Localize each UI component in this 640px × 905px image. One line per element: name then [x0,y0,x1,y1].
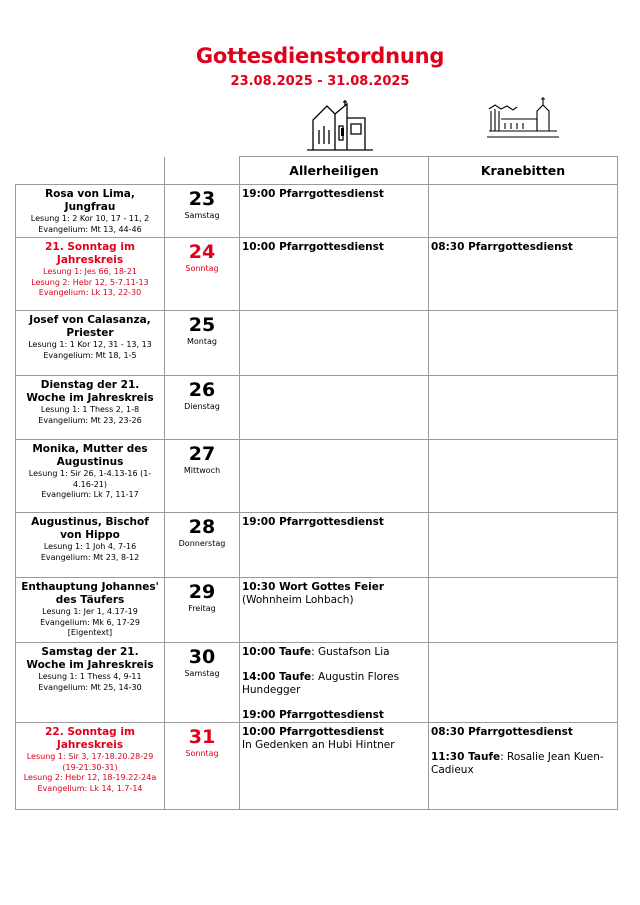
allerheiligen-events-cell [240,238,429,311]
feast-name: Enthauptung Johannes' des Täufers [21,581,159,606]
liturgy-cell [16,376,165,440]
schedule-table [15,156,618,810]
date-cell [165,440,240,513]
allerheiligen-events-cell [240,440,429,513]
reading-reference: Lesung 1: Jes 66, 18-21 [43,267,137,276]
service-note: (Wohnheim Lohbach) [242,594,354,606]
allerheiligen-events-cell [240,723,429,810]
allerheiligen-events-cell [240,578,429,643]
feast-name: Monika, Mutter des Augustinus [32,443,148,468]
feast-name: Augustinus, Bischof von Hippo [31,516,149,541]
reading-reference: Evangelium: Mk 6, 17-29 [Eigentext] [40,617,140,637]
service-time-title: 19:00 Pfarrgottesdienst [242,516,384,528]
date-range: 23.08.2025 - 31.08.2025 [230,74,410,89]
reading-reference: Evangelium: Lk 14, 1.7-14 [37,783,143,793]
kranebitten-church-icon [487,97,559,147]
date-cell [165,376,240,440]
reading-reference: Evangelium: Mt 23, 23-26 [38,415,142,425]
allerheiligen-events-cell [240,513,429,578]
reading-reference: Lesung 1: 1 Thess 2, 1-8 [40,405,140,414]
kranebitten-events-cell [429,185,618,238]
schedule-row [16,311,618,376]
allerheiligen-events-cell [240,376,429,440]
day-number: 23 [188,188,216,210]
liturgy-cell [16,185,165,238]
service-entry [242,646,426,659]
service-time-title: 14:00 Taufe [242,671,312,683]
schedule-row [16,376,618,440]
schedule-row [16,578,618,643]
kranebitten-events-cell [429,643,618,723]
liturgy-cell [16,238,165,311]
reading-reference: Evangelium: Mt 13, 44-46 [38,224,142,234]
column-header-kranebitten: Kranebitten [429,157,618,185]
day-number: 30 [188,646,216,668]
schedule-row [16,238,618,311]
header-blank-cell [165,157,240,185]
feast-name: Dienstag der 21. Woche im Jahreskreis [26,379,154,404]
liturgy-cell [16,311,165,376]
service-entry [431,241,615,254]
service-note: : Gustafson Lia [311,646,390,658]
service-entry [431,726,615,739]
liturgy-cell [16,440,165,513]
service-entry [242,581,426,607]
day-number: 28 [188,516,216,538]
day-number: 24 [188,241,216,263]
service-entry [242,516,426,529]
allerheiligen-church-icon [305,100,375,152]
kranebitten-events-cell [429,723,618,810]
day-number: 31 [188,726,216,748]
reading-reference: Lesung 1: 1 Thess 4, 9-11 [38,672,142,681]
reading-reference: Lesung 1: Jer 1, 4.17-19 [42,607,138,616]
reading-reference: Lesung 1: Sir 26, 1-4.13-16 (1-4.16-21) [28,469,152,489]
service-entry [242,709,426,722]
date-cell [165,723,240,810]
service-time-title: 10:00 Taufe [242,646,312,658]
feast-name: Josef von Calasanza, Priester [29,314,151,339]
schedule-row [16,513,618,578]
service-time-title: 08:30 Pfarrgottesdienst [431,726,573,738]
service-entry [242,188,426,201]
reading-reference: Evangelium: Lk 13, 22-30 [38,288,142,297]
page-title: Gottesdienstordnung [195,44,445,68]
kranebitten-events-cell [429,578,618,643]
weekday: Freitag [188,604,216,613]
date-cell [165,238,240,311]
day-number: 27 [188,443,216,465]
liturgy-cell [16,578,165,643]
feast-name: 22. Sonntag im Jahreskreis [45,726,135,751]
reading-reference: Lesung 1: Sir 3, 17-18.20.28-29 (19-21.30-31) [26,752,154,772]
schedule-row [16,643,618,723]
kranebitten-events-cell [429,513,618,578]
weekday: Montag [187,337,217,346]
reading-reference: Lesung 2: Hebr 12, 18-19.22-24a [23,773,157,782]
feast-name: Samstag der 21. Woche im Jahreskreis [26,646,154,671]
column-header-allerheiligen: Allerheiligen [240,157,429,185]
day-number: 29 [188,581,216,603]
schedule-row [16,723,618,810]
service-time-title: 19:00 Pfarrgottesdienst [242,188,384,200]
reading-reference: Evangelium: Mt 18, 1-5 [43,350,137,360]
service-note: : Rosalie Jean Kuen-Cadieux [431,751,604,776]
feast-name: 21. Sonntag im Jahreskreis [45,241,135,266]
date-cell [165,311,240,376]
date-cell [165,513,240,578]
service-time-title: 08:30 Pfarrgottesdienst [431,241,573,253]
weekday: Mittwoch [183,466,221,475]
liturgy-cell [16,643,165,723]
service-time-title: 10:00 Pfarrgottesdienst [242,726,384,738]
allerheiligen-events-cell [240,311,429,376]
day-number: 26 [188,379,216,401]
reading-reference: Lesung 1: 1 Joh 4, 7-16 [43,542,137,551]
liturgy-cell [16,723,165,810]
reading-reference: Evangelium: Mt 25, 14-30 [38,682,142,692]
kranebitten-events-cell [429,376,618,440]
weekday: Dienstag [184,402,220,411]
allerheiligen-events-cell [240,643,429,723]
header-blank-cell [16,157,165,185]
service-entry [242,726,426,752]
reading-reference: Lesung 2: Hebr 12, 5-7.11-13 [31,277,149,287]
date-cell [165,578,240,643]
kranebitten-events-cell [429,440,618,513]
weekday: Samstag [184,669,220,678]
schedule-row [16,185,618,238]
reading-reference: Evangelium: Mt 23, 8-12 [40,552,140,562]
service-time-title: 19:00 Pfarrgottesdienst [242,709,384,721]
kranebitten-events-cell [429,311,618,376]
date-cell [165,643,240,723]
weekday: Sonntag [185,749,219,758]
service-time-title: 10:00 Pfarrgottesdienst [242,241,384,253]
service-entry [431,751,615,777]
weekday: Sonntag [185,264,219,273]
reading-reference: Lesung 1: 2 Kor 10, 17 - 11, 2 [30,214,150,223]
service-entry [242,671,426,697]
service-time-title: 10:30 Wort Gottes Feier [242,581,385,593]
weekday: Samstag [184,211,220,220]
header-row [16,157,618,185]
liturgy-cell [16,513,165,578]
date-cell [165,185,240,238]
service-note: : Augustin Flores Hundegger [242,671,400,696]
weekday: Donnerstag [178,539,226,548]
service-time-title: 11:30 Taufe [431,751,501,763]
reading-reference: Evangelium: Lk 7, 11-17 [41,490,139,499]
allerheiligen-events-cell [240,185,429,238]
service-entry [242,241,426,254]
kranebitten-events-cell [429,238,618,311]
day-number: 25 [188,314,216,336]
service-note: In Gedenken an Hubi Hintner [242,739,395,751]
schedule-row [16,440,618,513]
reading-reference: Lesung 1: 1 Kor 12, 31 - 13, 13 [28,340,152,349]
feast-name: Rosa von Lima, Jungfrau [45,188,135,213]
